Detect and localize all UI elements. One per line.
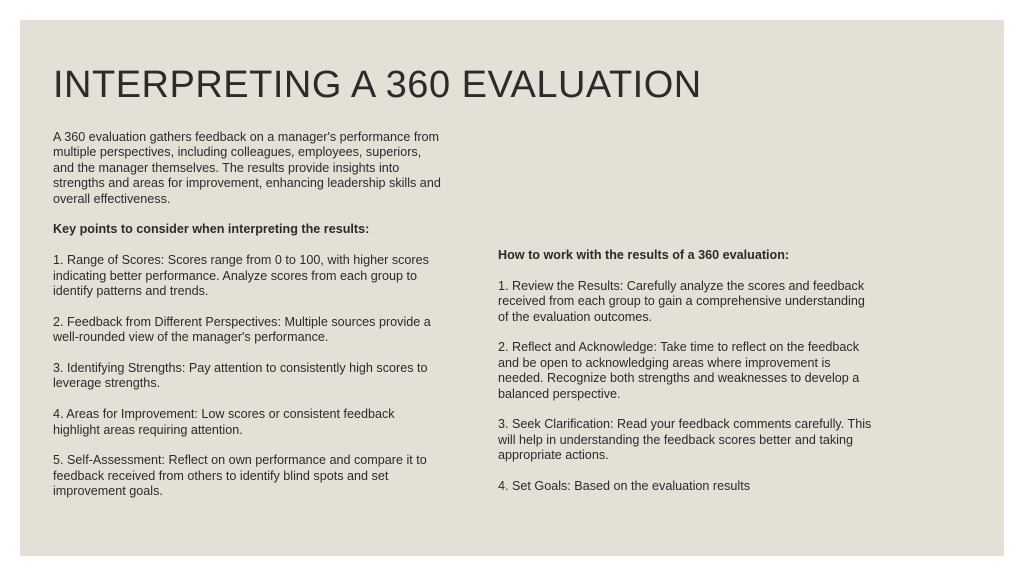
key-points-heading: Key points to consider when interpreting the results: xyxy=(53,222,370,237)
work-step-2: 2. Reflect and Acknowledge: Take time to reflect on the feedback and be open to acknowledging areas where improvement is needed. Recognize both strengths and weaknesses to develop a balanced perspective. xyxy=(498,340,860,401)
work-step-4: 4. Set Goals: Based on the evaluation results xyxy=(498,479,751,494)
right-column xyxy=(498,248,878,510)
key-point-5: 5. Self-Assessment: Reflect on own performance and compare it to feedback received from others to identify blind spots and set improvement goals. xyxy=(53,453,427,499)
how-to-work-heading: How to work with the results of a 360 evaluation: xyxy=(498,248,790,262)
left-column xyxy=(53,130,443,515)
key-point-3: 3. Identifying Strengths: Pay attention to consistently high scores to leverage strengths. xyxy=(53,361,428,391)
key-point-4: 4. Areas for Improvement: Low scores or consistent feedback highlight areas requiring attention. xyxy=(53,407,395,437)
work-step-3: 3. Seek Clarification: Read your feedback comments carefully. This will help in understanding the feedback scores better and taking appropriate actions. xyxy=(498,417,872,463)
work-step-1: 1. Review the Results: Carefully analyze the scores and feedback received from each group to gain a comprehensive understanding of the evaluation outcomes. xyxy=(498,278,865,324)
slide xyxy=(20,20,1004,556)
key-point-2: 2. Feedback from Different Perspectives: Multiple sources provide a well-rounded view of the manager's performance. xyxy=(53,314,431,345)
slide-title: INTERPRETING A 360 EVALUATION xyxy=(53,64,702,106)
key-point-1: 1. Range of Scores: Scores range from 0 to 100, with higher scores indicating better performance. Analyze scores from each group to identify patterns and trends. xyxy=(53,253,429,299)
intro-paragraph: A 360 evaluation gathers feedback on a manager's performance from multiple perspectives, including colleagues, employees, superiors, and the manager themselves. The results provide insights into strengths and areas for improvement, enhancing leadership skills and overall effectiveness. xyxy=(53,130,441,206)
